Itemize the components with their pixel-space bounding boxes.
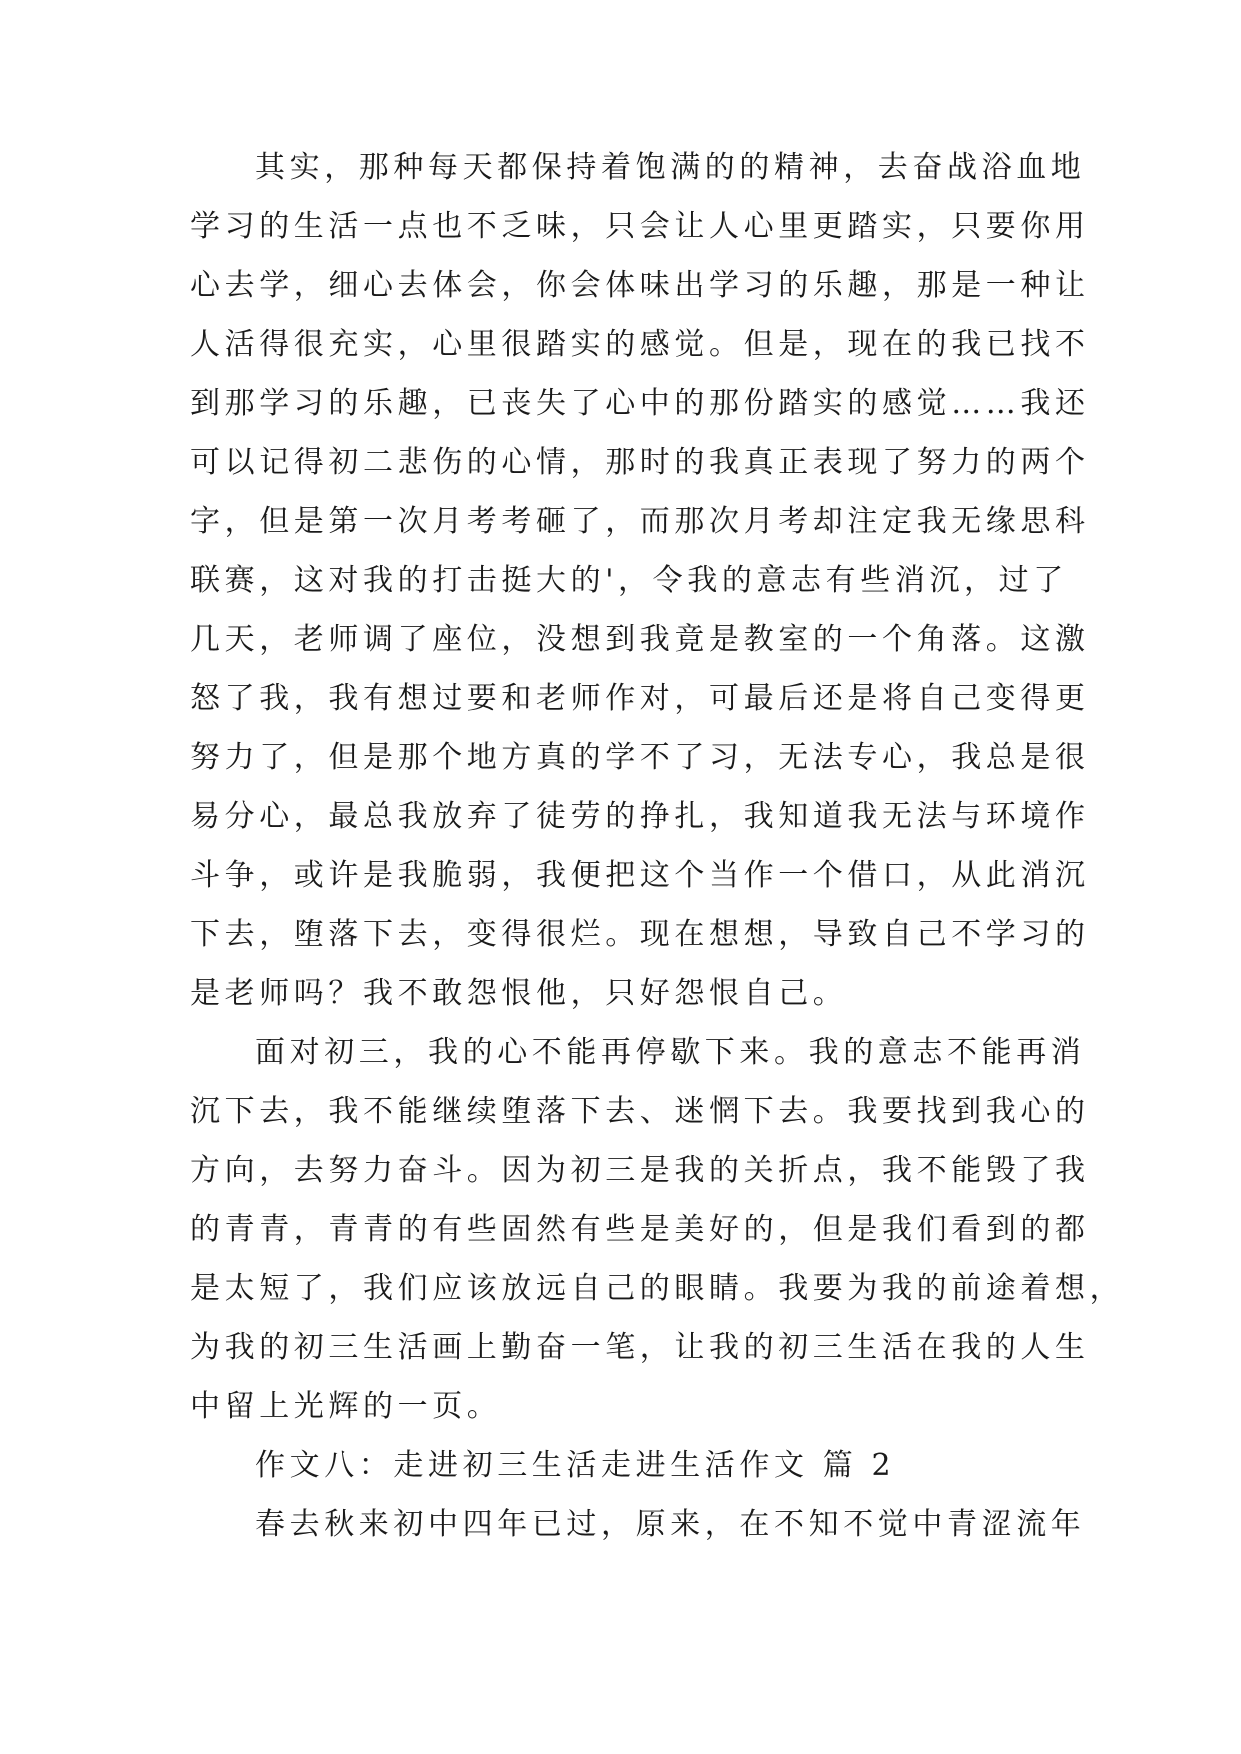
paragraph-line: 斗争，或许是我脆弱，我便把这个当作一个借口，从此消沉 [190, 858, 1090, 893]
paragraph-line: 努力了，但是那个地方真的学不了习，无法专心，我总是很 [190, 740, 1090, 775]
paragraph-line: 其实，那种每天都保持着饱满的的精神，去奋战浴血地 [255, 150, 1086, 185]
paragraph-line: 是老师吗？我不敢怨恨他，只好怨恨自己。 [190, 976, 848, 1011]
paragraph-line: 中留上光辉的一页。 [190, 1389, 502, 1424]
paragraph-line: 春去秋来初中四年已过，原来，在不知不觉中青涩流年 [255, 1507, 1086, 1542]
paragraph-line: 是太短了，我们应该放远自己的眼睛。我要为我的前途着想， [190, 1271, 1125, 1306]
paragraph-line: 字，但是第一次月考考砸了，而那次月考却注定我无缘思科 [190, 504, 1090, 539]
paragraph-line: 可以记得初二悲伤的心情，那时的我真正表现了努力的两个 [190, 445, 1090, 480]
paragraph-line: 方向，去努力奋斗。因为初三是我的关折点，我不能毁了我 [190, 1153, 1090, 1188]
paragraph-line: 几天，老师调了座位，没想到我竟是教室的一个角落。这激 [190, 622, 1090, 657]
section-heading: 作文八：走进初三生活走进生活作文 篇 2 [255, 1448, 896, 1483]
paragraph-line: 面对初三，我的心不能再停歇下来。我的意志不能再消 [255, 1035, 1086, 1070]
paragraph-line: 易分心，最总我放弃了徒劳的挣扎，我知道我无法与环境作 [190, 799, 1090, 834]
paragraph-line: 联赛，这对我的打击挺大的'，令我的意志有些消沉，过了 [190, 563, 1068, 598]
paragraph-line: 为我的初三生活画上勤奋一笔，让我的初三生活在我的人生 [190, 1330, 1090, 1365]
paragraph-line: 怒了我，我有想过要和老师作对，可最后还是将自己变得更 [190, 681, 1090, 716]
paragraph-line: 到那学习的乐趣，已丧失了心中的那份踏实的感觉……我还 [190, 386, 1090, 421]
paragraph-line: 下去，堕落下去，变得很烂。现在想想，导致自己不学习的 [190, 917, 1090, 952]
paragraph-line: 心去学，细心去体会，你会体味出学习的乐趣，那是一种让 [190, 268, 1090, 303]
paragraph-line: 人活得很充实，心里很踏实的感觉。但是，现在的我已找不 [190, 327, 1090, 362]
paragraph-line: 的青青，青青的有些固然有些是美好的，但是我们看到的都 [190, 1212, 1090, 1247]
paragraph-line: 沉下去，我不能继续堕落下去、迷惘下去。我要找到我心的 [190, 1094, 1090, 1129]
paragraph-line: 学习的生活一点也不乏味，只会让人心里更踏实，只要你用 [190, 209, 1090, 244]
